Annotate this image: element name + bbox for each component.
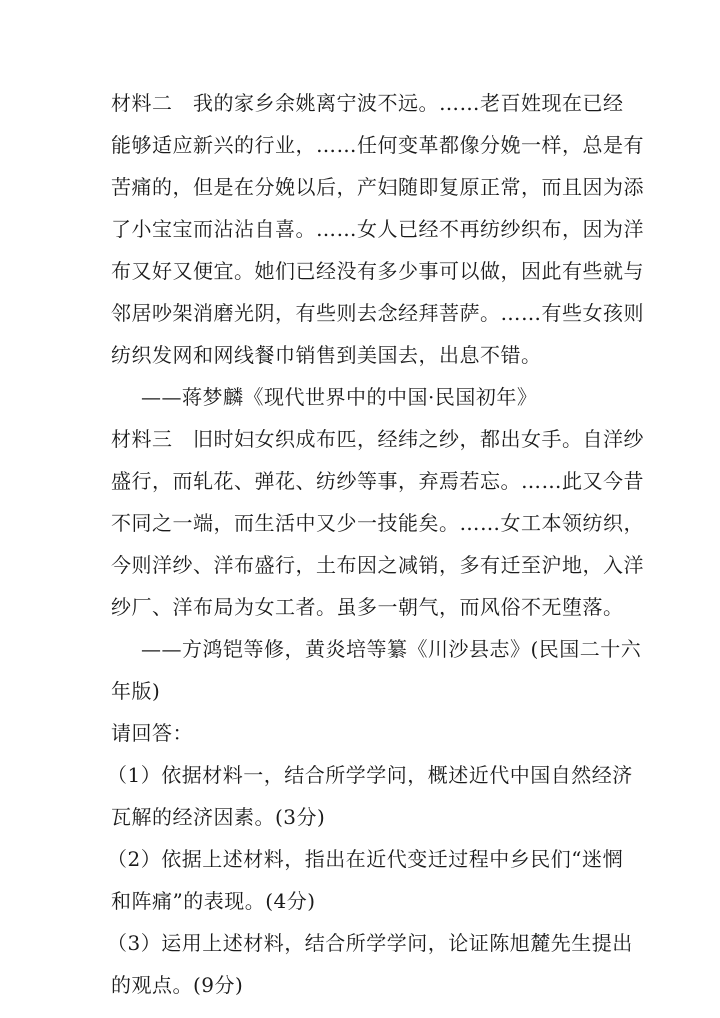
material2-source: ——蒋梦麟《现代世界中的中国·民国初年》 bbox=[141, 385, 538, 409]
material3-line-2: 盛行，而轧花、弹花、纺纱等事，弃焉若忘。……此又今昔 bbox=[111, 469, 644, 493]
question-3-line-1: （3）运用上述材料，结合所学学问，论证陈旭麓先生提出 bbox=[107, 931, 633, 955]
material3-line-1: 材料三 旧时妇女织成布匹，经纬之纱，都出女手。自洋纱 bbox=[111, 427, 644, 451]
question-2-line-2: 和阵痛”的表现。(4分) bbox=[111, 889, 316, 913]
answer-prompt: 请回答： bbox=[111, 721, 193, 745]
material3-line-3: 不同之一端，而生活中又少一技能矣。……女工本领纺织， bbox=[111, 511, 644, 535]
material2-line-7: 纺织发网和网线餐巾销售到美国去，出息不错。 bbox=[111, 343, 542, 367]
question-1-line-2: 瓦解的经济因素。(3分) bbox=[111, 805, 326, 829]
question-1-line-1: （1）依据材料一，结合所学学问，概述近代中国自然经济 bbox=[107, 763, 633, 787]
material2-line-5: 布又好又便宜。她们已经没有多少事可以做，因此有些就与 bbox=[111, 259, 644, 283]
material2-line-4: 了小宝宝而沾沾自喜。……女人已经不再纺纱织布，因为洋 bbox=[111, 217, 644, 241]
question-3-line-2: 的观点。(9分) bbox=[111, 973, 244, 997]
material2-line-6: 邻居吵架消磨光阴，有些则去念经拜菩萨。……有些女孩则 bbox=[111, 301, 644, 325]
material2-line-3: 苦痛的，但是在分娩以后，产妇随即复原正常，而且因为添 bbox=[111, 175, 644, 199]
material2-line-1: 材料二 我的家乡余姚离宁波不远。……老百姓现在已经 bbox=[111, 91, 624, 115]
material2-line-2: 能够适应新兴的行业，……任何变革都像分娩一样，总是有 bbox=[111, 133, 644, 157]
material3-line-4: 今则洋纱、洋布盛行，土布因之减销，多有迁至沪地，入洋 bbox=[111, 553, 644, 577]
material3-source-line-1: ——方鸿铠等修，黄炎培等纂《川沙县志》(民国二十六 bbox=[141, 637, 642, 661]
material3-line-5: 纱厂、洋布局为女工者。虽多一朝气，而风俗不无堕落。 bbox=[111, 595, 624, 619]
material3-source-line-2: 年版) bbox=[111, 679, 161, 703]
question-2-line-1: （2）依据上述材料，指出在近代变迁过程中乡民们“迷惘 bbox=[107, 847, 623, 871]
